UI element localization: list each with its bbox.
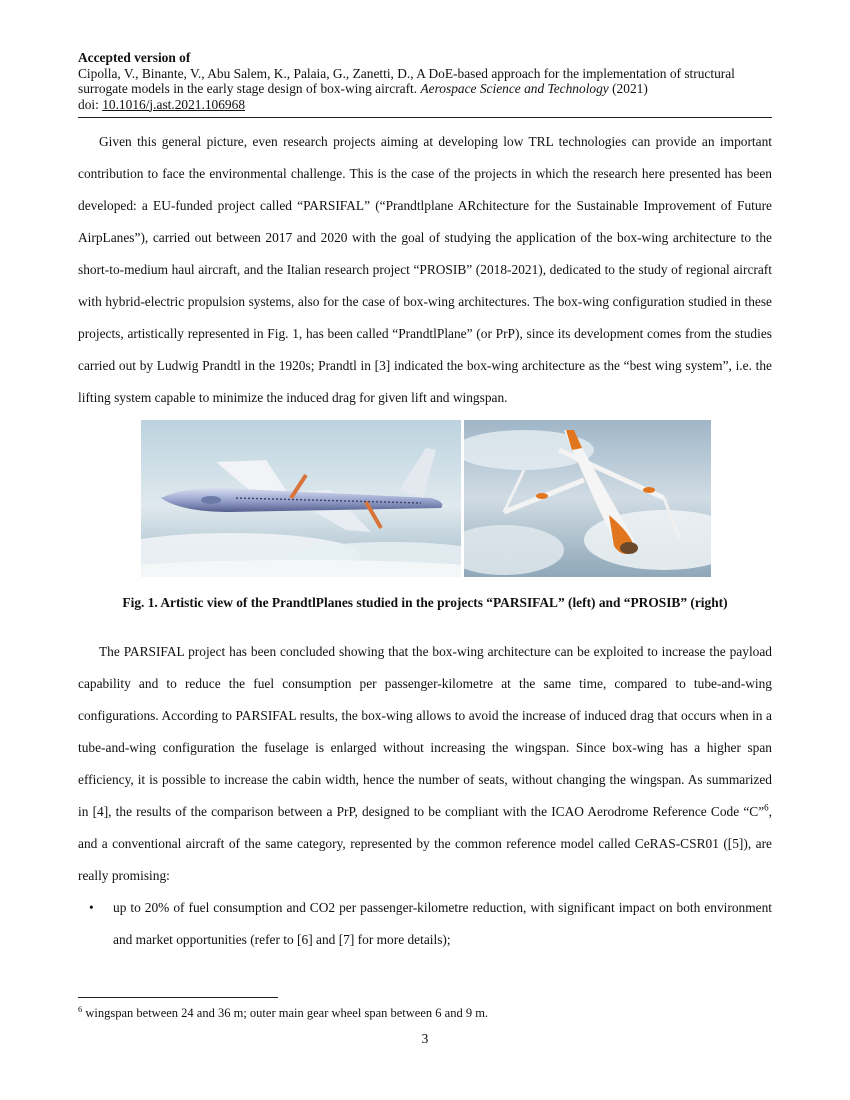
paragraph-2-text-a: The PARSIFAL project has been concluded showing that the box-wing architecture can be exploited to increase the payload capability and to reduce the fuel consumption per passenger-kilometre at the same time, compared to tube-and-wing configurations. According to PARSIFAL results, the box-wing allows to avoid the increase of induced drag that occurs when in a tube-and-wing configuration the fuselage is enlarged without increasing the wingspan. Since box-wing has a higher span efficiency, it is possible to increase the cabin width, hence the number of seats, without changing the wingspan. As summarized in [4], the results of the comparison between a PrP, designed to be compliant with the ICAO Aerodrome Reference Code “C” xyxy=(78,644,772,819)
footnote-6 xyxy=(78,1005,488,1021)
citation-year: (2021) xyxy=(608,81,648,96)
header-title: Accepted version of xyxy=(78,50,191,65)
citation-journal: Aerospace Science and Technology xyxy=(420,81,609,96)
doi-link[interactable]: 10.1016/j.ast.2021.106968 xyxy=(102,96,246,112)
footnote-text: wingspan between 24 and 36 m; outer main gear wheel span between 6 and 9 m. xyxy=(82,1006,489,1020)
figure-caption: Fig. 1. Artistic view of the PrandtlPlanes studied in the projects “PARSIFAL” (left) and “PROSIB” (right) xyxy=(122,595,728,610)
paragraph-1-text: Given this general picture, even research projects aiming at developing low TRL technologies can provide an important contribution to face the environmental challenge. This is the case of the projects in which the research here presented has been developed: a EU-funded project called “PARSIFAL” (“Prandtlplane ARchitecture for the Sustainable Improvement of Future AirpLanes”), carried out between 2017 and 2020 with the goal of studying the application of the box-wing architecture to the short-to-medium haul aircraft, and the Italian research project “PROSIB” (2018-2021), dedicated to the study of regional aircraft with hybrid-electric propulsion systems, also for the case of box-wing architectures. The box-wing configuration studied in these projects, artistically represented in Fig. 1, has been called “PrandtlPlane” (or PrP), since its development comes from the studies carried out by Ludwig Prandtl in the 1920s; Prandtl in [3] indicated the box-wing architecture as the “best wing system”, i.e. the lifting system capable to minimize the induced drag for given lift and wingspan. xyxy=(78,134,772,405)
paragraph-2-text-b: , and a conventional aircraft of the same category, represented by the common reference model called CeRAS-CSR01 ([5]), are really promising: xyxy=(78,804,772,883)
footnote-rule xyxy=(78,997,278,998)
figure-image-parsifal xyxy=(141,420,461,577)
figure-1 xyxy=(141,420,711,577)
header-doi xyxy=(78,97,772,113)
page-number: 3 xyxy=(421,1031,429,1046)
body-paragraph-1 xyxy=(78,126,772,414)
body-paragraph-2 xyxy=(78,636,772,892)
header-rule xyxy=(78,117,772,118)
citation-header xyxy=(78,50,772,112)
figure-image-prosib xyxy=(464,420,711,577)
footnote-mark: 6 xyxy=(78,1003,83,1014)
bullet-item-1 xyxy=(78,892,772,956)
bullet-dot: • xyxy=(89,900,94,915)
doi-label: doi: xyxy=(78,96,103,112)
bullet-text: up to 20% of fuel consumption and CO2 per passenger-kilometre reduction, with significant impact on both environment and market opportunities (refer to [6] and [7] for more details); xyxy=(113,900,772,947)
citation-authors-title: Cipolla, V., Binante, V., Abu Salem, K., Palaia, G., Zanetti, D., A DoE-based approach for the implementation of structural surrogate models in the early stage design of box-wing aircraft. xyxy=(78,65,735,96)
header-citation xyxy=(78,66,772,97)
footnote-reference-6[interactable]: 6 xyxy=(764,802,769,813)
